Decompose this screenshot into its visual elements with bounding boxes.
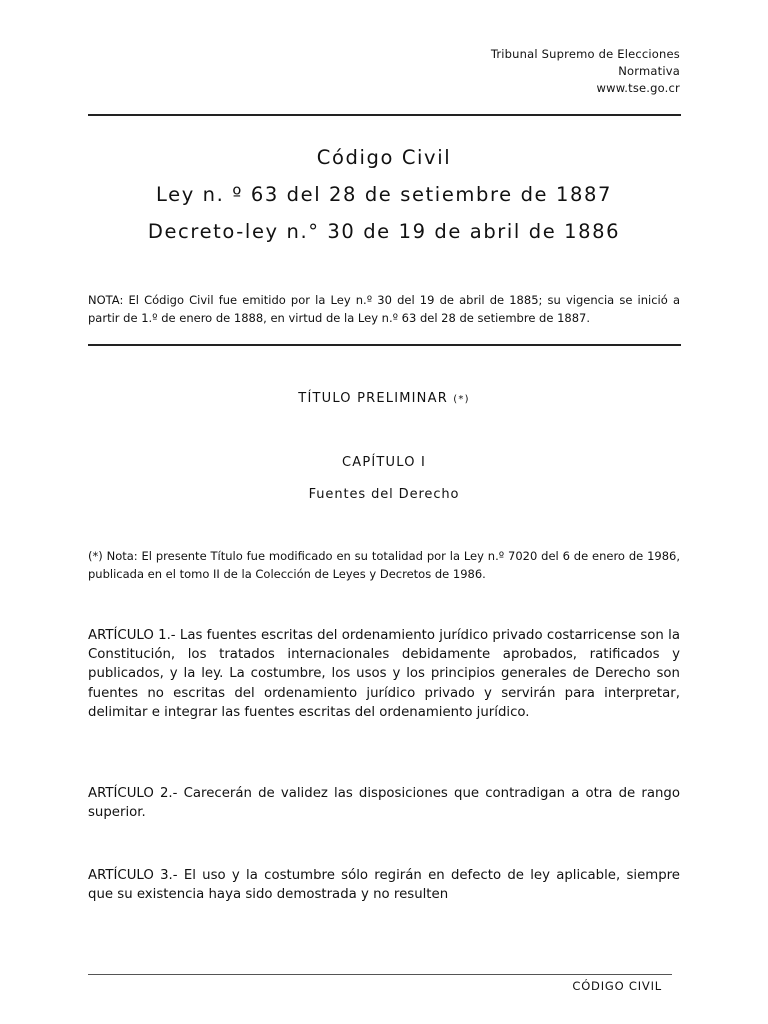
titulo-heading bbox=[0, 391, 768, 406]
article-2: ARTÍCULO 2.- Carecerán de validez las disposiciones que contradigan a otra de rango superior. bbox=[88, 786, 680, 821]
validity-note: NOTA: El Código Civil fue emitido por la Ley n.º 30 del 19 de abril de 1885; su vigencia se inició a partir de 1.º de enero de 1888, en virtud de la Ley n.º 63 del 28 de setiembre de 1887. bbox=[88, 293, 680, 325]
header-divider bbox=[88, 114, 681, 116]
document-title: Código Civil bbox=[316, 146, 452, 169]
footer-divider bbox=[88, 974, 672, 975]
modification-note: (*) Nota: El presente Título fue modificado en su totalidad por la Ley n.º 7020 del 6 de enero de 1986, publicada en el tomo II de la Colección de Leyes y Decretos de 1986. bbox=[88, 549, 680, 581]
decree-reference: Decreto-ley n.° 30 de 19 de abril de 1886 bbox=[147, 220, 621, 243]
law-reference: Ley n. º 63 del 28 de setiembre de 1887 bbox=[156, 183, 612, 206]
capitulo-heading: CAPÍTULO I bbox=[341, 455, 427, 470]
header-section: Normativa bbox=[618, 64, 680, 78]
header-website: www.tse.go.cr bbox=[596, 81, 680, 95]
article-3: ARTÍCULO 3.- El uso y la costumbre sólo regirán en defecto de ley aplicable, siempre que su existencia haya sido demostrada y no resulten bbox=[88, 868, 680, 903]
header-institution: Tribunal Supremo de Elecciones bbox=[490, 47, 680, 61]
titulo-mark: (*) bbox=[453, 394, 470, 405]
titulo-label: TÍTULO PRELIMINAR bbox=[298, 391, 448, 406]
article-1: ARTÍCULO 1.- Las fuentes escritas del ordenamiento jurídico privado costarricense son la Constitución, los tratados internacionales debidamente aprobados, ratificados y publicados, y la ley. La costumbre, los usos y los principios generales de Derecho son fuentes no escritas del ordenamiento jurídico privado y servirán para interpretar, delimitar e integrar las fuentes escritas del ordenamiento jurídico. bbox=[88, 628, 680, 720]
page-header bbox=[491, 46, 680, 97]
footer-title: CÓDIGO CIVIL bbox=[572, 979, 662, 993]
capitulo-subtitle: Fuentes del Derecho bbox=[308, 487, 460, 502]
note-divider bbox=[88, 344, 681, 346]
